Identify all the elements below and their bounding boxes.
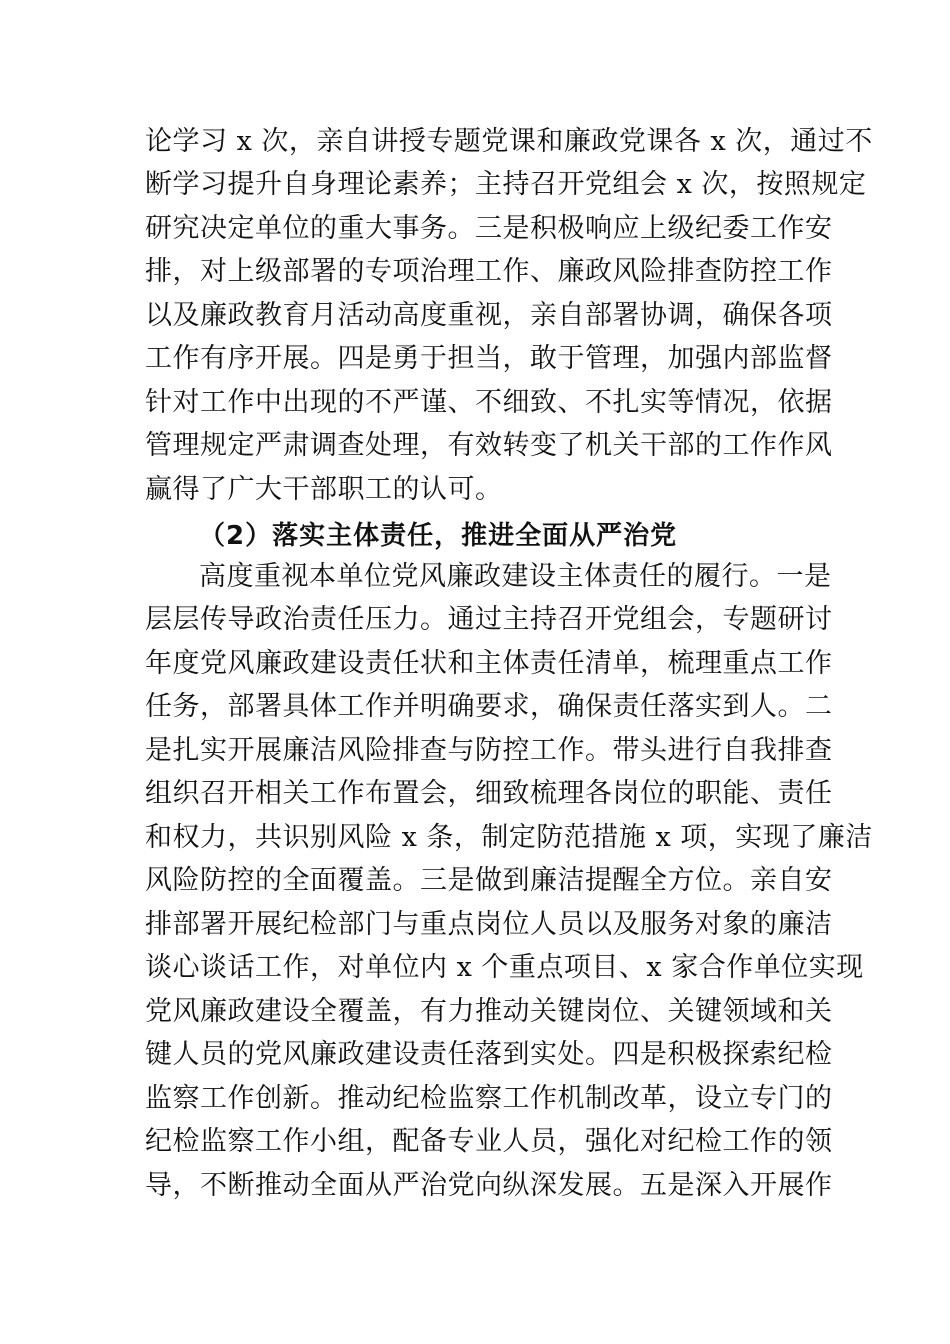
paragraph-2-line-9: 排部署开展纪检部门与重点岗位人员以及服务对象的廉洁 [145,909,833,940]
paragraph-1-line-8: 管理规定严肃调查处理，有效转变了机关干部的工作作风 [145,430,833,461]
paragraph-2-line-4: 任务，部署具体工作并明确要求，确保责任落实到人。二 [145,691,833,722]
paragraph-2-line-6: 组织召开相关工作布置会，细致梳理各岗位的职能、责任 [145,778,833,809]
paragraph-2-line-5: 是扎实开展廉洁风险排查与防控工作。带头进行自我排查 [145,735,833,766]
paragraph-1-line-6: 工作有序开展。四是勇于担当，敢于管理，加强内部监督 [145,343,833,374]
paragraph-2-line-12: 键人员的党风廉政建设责任落到实处。四是积极探索纪检 [145,1039,833,1070]
paragraph-2-line-15: 导，不断推动全面从严治党向纵深发展。五是深入开展作 [145,1170,833,1201]
paragraph-2-line-8: 风险防控的全面覆盖。三是做到廉洁提醒全方位。亲自安 [145,865,833,896]
paragraph-1-line-5: 以及廉政教育月活动高度重视，亲自部署协调，确保各项 [145,300,833,331]
paragraph-1-line-7: 针对工作中出现的不严谨、不细致、不扎实等情况，依据 [145,387,833,418]
paragraph-2-line-3: 年度党风廉政建设责任状和主体责任清单，梳理重点工作 [145,648,833,679]
paragraph-2-line-13: 监察工作创新。推动纪检监察工作机制改革，设立专门的 [145,1083,833,1114]
paragraph-1-line-4: 排，对上级部署的专项治理工作、廉政风险排查防控工作 [145,256,833,287]
paragraph-1-line-1: 论学习 x 次，亲自讲授专题党课和廉政党课各 x 次，通过不 [145,126,873,157]
paragraph-2-line-10: 谈心谈话工作，对单位内 x 个重点项目、x 家合作单位实现 [145,952,864,983]
paragraph-2-line-11: 党风廉政建设全覆盖，有力推动关键岗位、关键领域和关 [145,996,833,1027]
paragraph-1-line-2: 断学习提升自身理论素养；主持召开党组会 x 次，按照规定 [145,169,867,200]
paragraph-1-line-9: 赢得了广大干部职工的认可。 [145,474,503,505]
paragraph-2-line-2: 层层传导政治责任压力。通过主持召开党组会，专题研讨 [145,604,833,635]
paragraph-2-line-1: 高度重视本单位党风廉政建设主体责任的履行。一是 [199,561,832,592]
paragraph-2-line-14: 纪检监察工作小组，配备专业人员，强化对纪检工作的领 [145,1126,833,1157]
section-heading: （2）落实主体责任，推进全面从严治党 [199,521,678,551]
paragraph-1-line-3: 研究决定单位的重大事务。三是积极响应上级纪委工作安 [145,213,833,244]
paragraph-2-line-7: 和权力，共识别风险 x 条，制定防范措施 x 项，实现了廉洁 [145,822,873,853]
